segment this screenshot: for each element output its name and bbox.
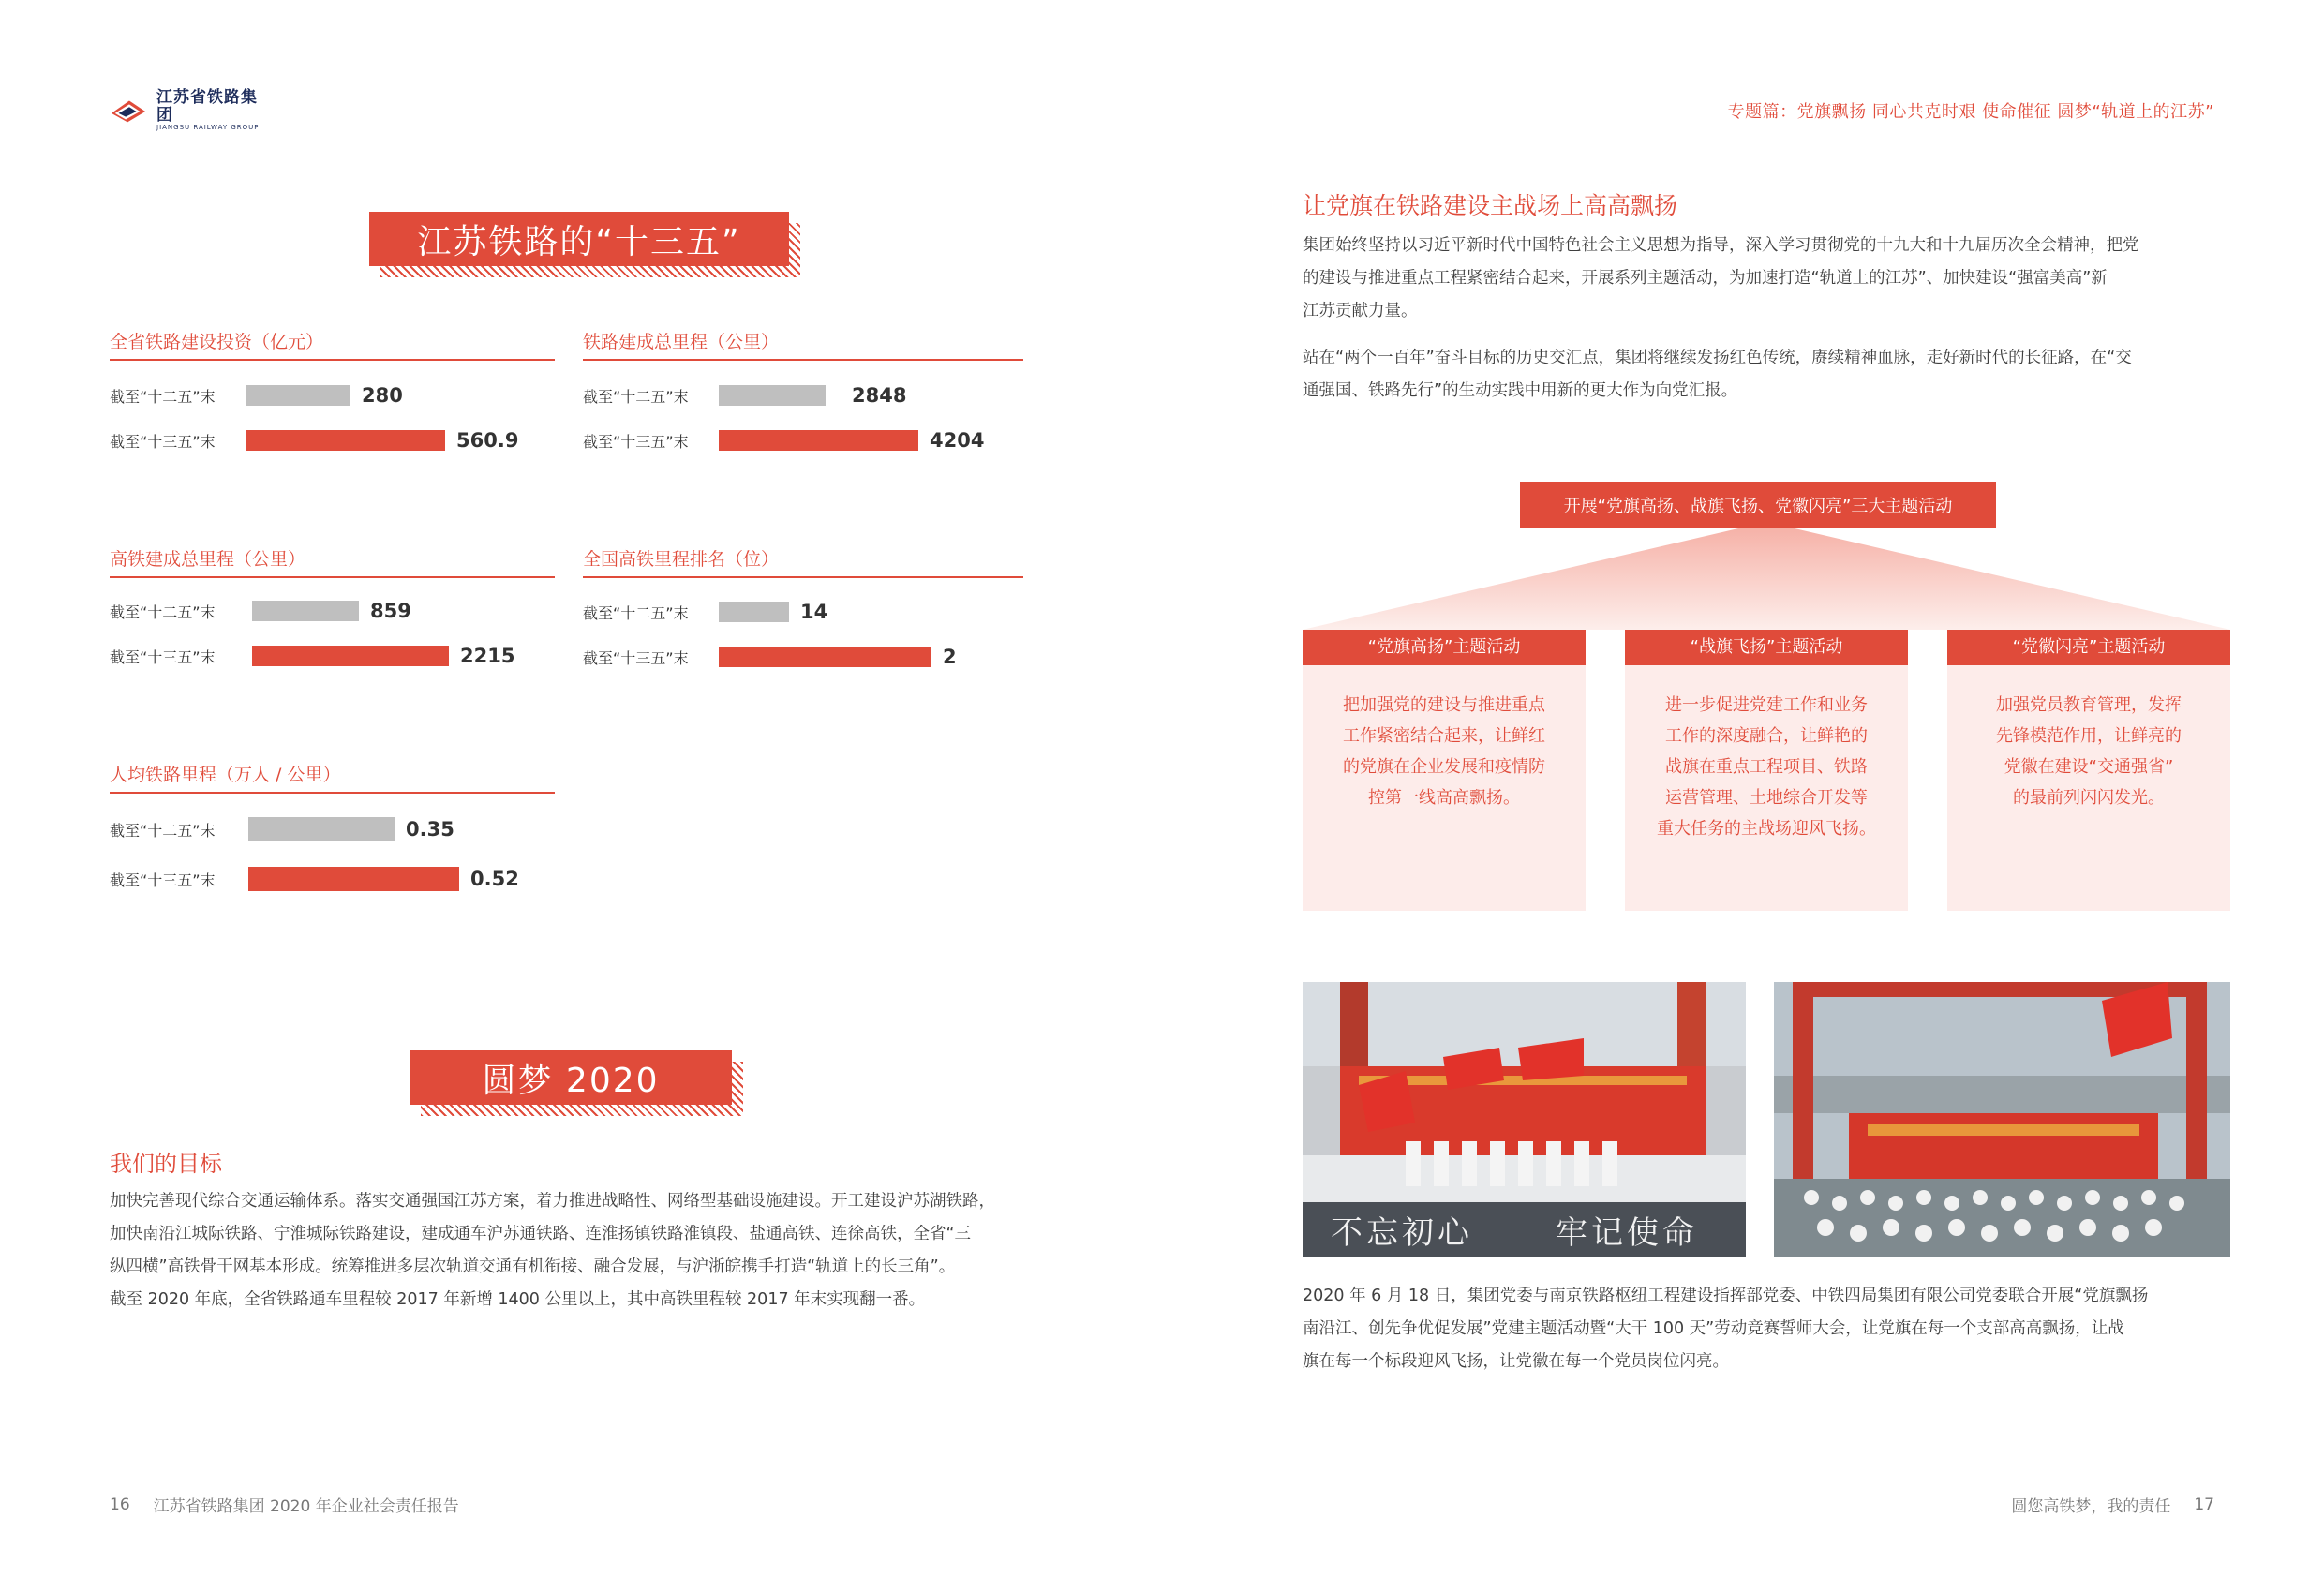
text-line: 截至 2020 年底，全省铁路通车里程较 2017 年新增 1400 公里以上，其中高铁里程较 2017 年末实现翻一番。 — [110, 1290, 926, 1309]
stat-row — [110, 600, 411, 622]
activity-card — [1625, 630, 1908, 911]
text-line: 的建设与推进重点工程紧密结合起来，开展系列主题活动，为加速打造“轨道上的江苏”、加快建设“强富美高”新 — [1303, 269, 2108, 288]
activity-card-title: “党徽闪亮”主题活动 — [1947, 630, 2230, 665]
text-line: 站在“两个一百年”奋斗目标的历史交汇点，集团将继续发扬红色传统，赓续精神血脉，走好新时代的长征路，在“交 — [1303, 349, 2132, 367]
activity-card-body — [1303, 665, 1586, 911]
stat-title: 铁路建成总里程（公里） — [583, 328, 1023, 361]
stat-value: 859 — [370, 600, 411, 622]
activity-card-body — [1947, 665, 2230, 911]
footer-left — [110, 1493, 459, 1516]
activity-main-box — [1520, 482, 1996, 528]
stat-title: 人均铁路里程（万人 / 公里） — [110, 761, 555, 794]
stat-row — [583, 384, 906, 407]
stat-block — [110, 761, 555, 794]
bar-red — [719, 647, 931, 667]
stat-value: 0.52 — [470, 868, 519, 890]
bar-gray — [246, 385, 350, 406]
intro-paragraph-2 — [1303, 342, 2230, 408]
footer-right-text: 圆您高铁梦，我的责任 — [2011, 1497, 2171, 1516]
stat-row — [583, 646, 957, 668]
text-line: 的最前列闪闪发光。 — [2013, 788, 2165, 808]
page-number-right: 17 — [2194, 1495, 2214, 1514]
stat-row-label: 截至“十二五”末 — [583, 387, 689, 406]
photo-slogan-right: 牢记使命 — [1556, 1214, 1698, 1252]
text-line: 工作紧密结合起来，让鲜红 — [1343, 726, 1545, 746]
text-line: 2020 年 6 月 18 日，集团党委与南京铁路枢纽工程建设指挥部党委、中铁四局集团有限公司党委联合开展“党旗飘扬 — [1303, 1287, 2149, 1305]
stat-value: 2 — [943, 646, 957, 668]
bar-red — [248, 867, 459, 891]
stat-row — [110, 867, 519, 891]
section-title: 让党旗在铁路建设主战场上高高飘扬 — [1303, 192, 1678, 219]
stat-row-label: 截至“十二五”末 — [110, 387, 216, 406]
stat-row-label: 截至“十二五”末 — [110, 821, 216, 840]
activity-card-body — [1625, 665, 1908, 911]
text-line: 控第一线高高飘扬。 — [1368, 788, 1520, 808]
stat-row — [110, 429, 518, 452]
text-line: 加强党员教育管理，发挥 — [1996, 695, 2182, 715]
text-line: 加快南沿江城际铁路、宁淮城际铁路建设，建成通车沪苏通铁路、连淮扬镇铁路淮镇段、盐通高铁、连徐高铁，全省“三 — [110, 1225, 972, 1243]
logo-text-en: JIANGSU RAILWAY GROUP — [156, 123, 260, 131]
stat-block — [583, 545, 1023, 578]
goal-paragraph — [110, 1185, 1047, 1317]
stat-row — [583, 601, 827, 623]
text-line: 加快完善现代综合交通运输体系。落实交通强国江苏方案，着力推进战略性、网络型基础设施建设。开工建设沪苏湖铁路， — [110, 1192, 995, 1211]
bar-red — [246, 430, 445, 451]
bar-gray — [719, 602, 789, 622]
footer-right — [2011, 1493, 2214, 1516]
stat-row — [583, 429, 984, 452]
stat-row-label: 截至“十三五”末 — [110, 647, 216, 666]
stat-title: 高铁建成总里程（公里） — [110, 545, 555, 578]
logo-text-cn: 江苏省铁路集团 — [156, 88, 258, 126]
stat-row-label: 截至“十三五”末 — [583, 432, 689, 451]
stat-row-label: 截至“十二五”末 — [110, 603, 216, 621]
stat-value: 14 — [800, 601, 828, 623]
text-line: 运营管理、土地综合开发等 — [1665, 788, 1868, 808]
text-line: 先锋模范作用，让鲜亮的 — [1996, 726, 2182, 746]
photo-caption — [1303, 1280, 2230, 1378]
activity-main-label: 开展“党旗高扬、战旗飞扬、党徽闪亮”三大主题活动 — [1563, 497, 1953, 516]
bar-red — [252, 646, 449, 666]
text-line: 旗在每一个标段迎风飞扬，让党徽在每一个党员岗位闪亮。 — [1303, 1352, 1729, 1371]
stat-row — [110, 384, 403, 407]
stat-title: 全国高铁里程排名（位） — [583, 545, 1023, 578]
company-logo — [110, 89, 269, 132]
stat-value: 560.9 — [456, 429, 519, 452]
stat-value: 0.35 — [406, 818, 454, 841]
activity-card — [1947, 630, 2230, 911]
text-line: 的党旗在企业发展和疫情防 — [1343, 757, 1545, 777]
text-line: 南沿江、创先争优促发展”党建主题活动暨“大干 100 天”劳动竞赛誓师大会，让党旗在每一个支部高高飘扬，让战 — [1303, 1319, 2124, 1338]
stat-row-label: 截至“十三五”末 — [110, 870, 216, 889]
stat-row-label: 截至“十二五”末 — [583, 603, 689, 622]
stat-row — [110, 817, 454, 841]
footer-left-text: 江苏省铁路集团 2020 年企业社会责任报告 — [153, 1497, 459, 1516]
photo-site-assembly-illustration — [1774, 982, 2230, 1257]
bar-gray — [252, 601, 359, 621]
activity-card-title: “党旗高扬”主题活动 — [1303, 630, 1586, 665]
stat-value: 2848 — [852, 384, 907, 407]
bar-gray — [248, 817, 395, 841]
photo-rally-stage — [1303, 982, 1746, 1257]
text-line: 进一步促进党建工作和业务 — [1665, 695, 1868, 715]
photo-slogan-left: 不忘初心 — [1331, 1214, 1473, 1252]
stat-row-label: 截至“十三五”末 — [583, 648, 689, 667]
section-banner-13th-five-year — [369, 212, 789, 266]
goal-title: 我们的目标 — [110, 1151, 222, 1177]
photo-site-assembly — [1774, 982, 2230, 1257]
text-line: 把加强党的建设与推进重点 — [1343, 695, 1545, 715]
bar-red — [719, 430, 918, 451]
text-line: 战旗在重点工程项目、铁路 — [1665, 757, 1868, 777]
rail-logo-icon — [110, 91, 147, 130]
text-line: 通强国、铁路先行”的生动实践中用新的更大作为向党汇报。 — [1303, 381, 1738, 400]
stat-block — [110, 328, 555, 361]
text-line: 工作的深度融合，让鲜艳的 — [1665, 726, 1868, 746]
bar-gray — [719, 385, 826, 406]
intro-paragraph — [1303, 230, 2230, 328]
text-line: 纵四横”高铁骨干网基本形成。统筹推进多层次轨道交通有机衔接、融合发展，与沪浙皖携手打造“轨道上的长三角”。 — [110, 1257, 956, 1276]
stat-row-label: 截至“十三五”末 — [110, 432, 216, 451]
text-line: 党徽在建设“交通强省” — [2004, 757, 2174, 777]
text-line: 江苏贡献力量。 — [1303, 302, 1418, 320]
stat-block — [110, 545, 555, 578]
text-line: 重大任务的主战场迎风飞扬。 — [1657, 819, 1876, 839]
topic-heading: 专题篇：党旗飘扬 同心共克时艰 使命催征 圆梦“轨道上的江苏” — [1727, 102, 2214, 122]
stat-block — [583, 328, 1023, 361]
stat-value: 2215 — [460, 645, 515, 667]
activity-card — [1303, 630, 1586, 911]
banner-title: 圆梦 2020 — [482, 1061, 660, 1100]
text-line: 集团始终坚持以习近平新时代中国特色社会主义思想为指导，深入学习贯彻党的十九大和十九届历次全会精神，把党 — [1303, 236, 2139, 255]
activity-card-title: “战旗飞扬”主题活动 — [1625, 630, 1908, 665]
banner-title: 江苏铁路的“十三五” — [417, 222, 741, 261]
stat-row — [110, 645, 514, 667]
stat-title: 全省铁路建设投资（亿元） — [110, 328, 555, 361]
connector-fan — [1303, 528, 2230, 630]
section-banner-2020 — [410, 1050, 732, 1105]
page-number-left: 16 — [110, 1495, 130, 1514]
stat-value: 280 — [362, 384, 403, 407]
stat-value: 4204 — [930, 429, 985, 452]
